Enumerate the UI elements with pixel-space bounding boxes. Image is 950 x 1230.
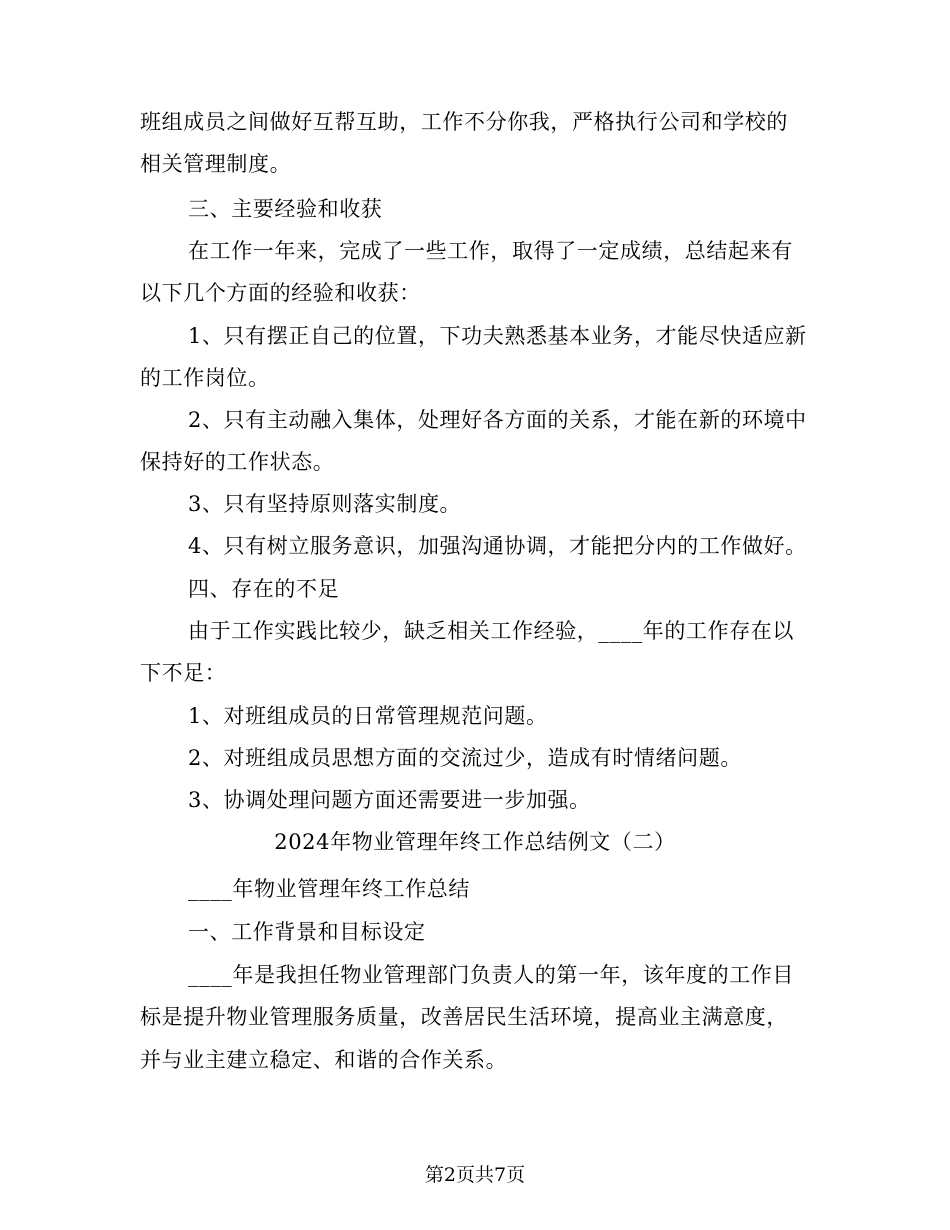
text-line: 下不足： [140,661,227,685]
text-line: 在工作一年来，完成了一些工作，取得了一定成绩，总结起来有 [188,239,793,263]
text-line: 并与业主建立稳定、和谐的合作关系。 [140,1048,508,1072]
list-item: 1、只有摆正自己的位置，下功夫熟悉基本业务，才能尽快适应新 [188,324,807,348]
text-line: ____年是我担任物业管理部门负责人的第一年，该年度的工作目 [188,963,794,987]
list-item: 1、对班组成员的日常管理规范问题。 [188,704,548,728]
article-title: 2024年物业管理年终工作总结例文（二） [274,830,676,854]
text-line: 的工作岗位。 [140,366,270,390]
list-item: 4、只有树立服务意识，加强沟通协调，才能把分内的工作做好。 [188,534,807,558]
text-line: 由于工作实践比较少，缺乏相关工作经验，____年的工作存在以 [188,619,794,643]
text-line: 保持好的工作状态。 [140,450,335,474]
text-line: 标是提升物业管理服务质量，改善居民生活环境，提高业主满意度， [140,1005,788,1029]
text-line: 班组成员之间做好互帮互助，工作不分你我，严格执行公司和学校的 [140,110,788,134]
text-line: 以下几个方面的经验和收获： [140,281,421,305]
subtitle: ____年物业管理年终工作总结 [188,877,470,901]
section-heading: 四、存在的不足 [188,577,340,601]
page-number-footer: 第2页共7页 [424,1164,526,1186]
list-item: 2、只有主动融入集体，处理好各方面的关系，才能在新的环境中 [188,408,807,432]
section-heading: 一、工作背景和目标设定 [188,920,426,944]
list-item: 3、只有坚持原则落实制度。 [188,492,462,516]
text-line: 相关管理制度。 [140,152,292,176]
section-heading: 三、主要经验和收获 [188,197,383,221]
list-item: 3、协调处理问题方面还需要进一步加强。 [188,788,591,812]
list-item: 2、对班组成员思想方面的交流过少，造成有时情绪问题。 [188,746,742,770]
